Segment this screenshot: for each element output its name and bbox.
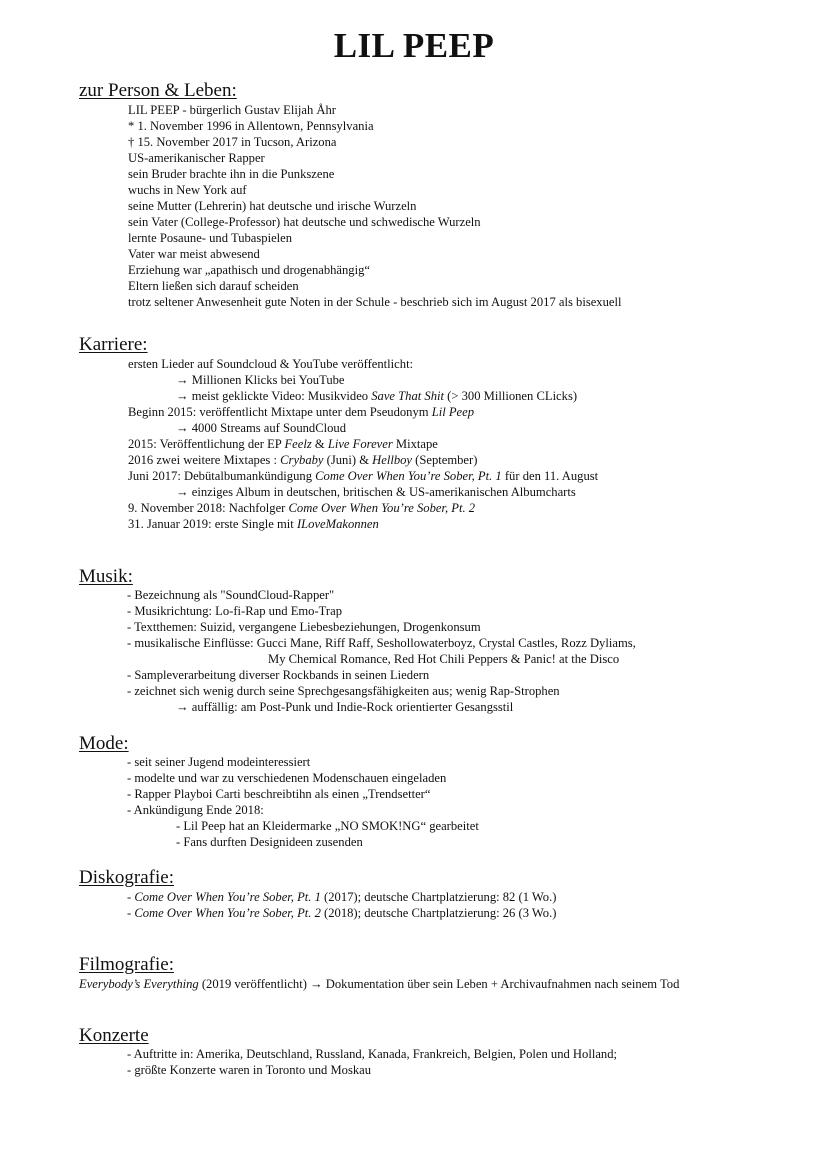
person-line: wuchs in New York auf (128, 183, 247, 197)
career-line: Beginn 2015: veröffentlicht Mixtape unter dem Pseudonym Lil Peep (128, 405, 475, 419)
section-heading-discography: Diskografie: (79, 867, 174, 888)
person-line: sein Bruder brachte ihn in die Punkszene (128, 167, 335, 181)
section-heading-music: Musik: (79, 566, 133, 587)
discography-list (0, 889, 828, 921)
fashion-line: - Fans durften Designideen zusenden (176, 835, 363, 849)
career-line: Juni 2017: Debütalbumankündigung Come Over When You’re Sober, Pt. 1 für den 11. August (128, 469, 599, 483)
concerts-line: - Auftritte in: Amerika, Deutschland, Russland, Kanada, Frankreich, Belgien, Polen und Holland; (127, 1047, 618, 1061)
career-line: → Millionen Klicks bei YouTube (176, 373, 345, 387)
discography-item: - Come Over When You’re Sober, Pt. 2 (2018); deutsche Chartplatzierung: 26 (3 Wo.) (127, 906, 557, 920)
music-line: → auffällig: am Post-Punk und Indie-Rock orientierter Gesangsstil (176, 700, 514, 714)
fashion-line: - seit seiner Jugend modeinteressiert (127, 755, 311, 769)
music-line: - Bezeichnung als "SoundCloud-Rapper" (127, 588, 335, 602)
career-line: → 4000 Streams auf SoundCloud (176, 421, 347, 435)
career-line: 2015: Veröffentlichung der EP Feelz & Live Forever Mixtape (128, 437, 438, 451)
section-heading-career: Karriere: (79, 334, 148, 355)
fashion-line: - modelte und war zu verschiedenen Modenschauen eingeladen (127, 771, 447, 785)
person-line: Eltern ließen sich darauf scheiden (128, 279, 299, 293)
music-line: - Musikrichtung: Lo-fi-Rap und Emo-Trap (127, 604, 343, 618)
section-heading-filmography: Filmografie: (79, 954, 174, 975)
section-heading-fashion: Mode: (79, 733, 129, 754)
section-heading-concerts: Konzerte (79, 1025, 149, 1046)
music-line: - musikalische Einflüsse: Gucci Mane, Riff Raff, Seshollowaterboyz, Crystal Castles, Rozz Dyliams, (127, 636, 636, 650)
discography-item: - Come Over When You’re Sober, Pt. 1 (2017); deutsche Chartplatzierung: 82 (1 Wo.) (127, 890, 557, 904)
person-line: trotz seltener Anwesenheit gute Noten in der Schule - beschrieb sich im August 2017 als bisexuell (128, 295, 622, 309)
fashion-list (0, 754, 828, 850)
music-line: - Sampleverarbeitung diverser Rockbands in seinen Liedern (127, 668, 430, 682)
career-line: 9. November 2018: Nachfolger Come Over When You’re Sober, Pt. 2 (128, 501, 476, 515)
person-line: seine Mutter (Lehrerin) hat deutsche und irische Wurzeln (128, 199, 417, 213)
career-line: → einziges Album in deutschen, britischen & US-amerikanischen Albumcharts (176, 485, 576, 499)
filmography-list (0, 976, 828, 992)
fashion-line: - Rapper Playboi Carti beschreibtihn als einen „Trendsetter“ (127, 787, 431, 801)
person-line: sein Vater (College-Professor) hat deutsche und schwedische Wurzeln (128, 215, 481, 229)
document-title: LIL PEEP (333, 26, 495, 65)
person-line: † 15. November 2017 in Tucson, Arizona (128, 135, 337, 149)
career-line: 31. Januar 2019: erste Single mit ILoveMakonnen (128, 517, 379, 531)
concerts-line: - größte Konzerte waren in Toronto und Moskau (127, 1063, 372, 1077)
person-line: LIL PEEP - bürgerlich Gustav Elijah Åhr (128, 103, 336, 117)
career-line: ersten Lieder auf Soundcloud & YouTube veröffentlicht: (128, 357, 414, 371)
section-heading-person: zur Person & Leben: (79, 80, 237, 101)
fashion-line: - Ankündigung Ende 2018: (127, 803, 264, 817)
music-list (0, 587, 828, 715)
concerts-list (0, 1046, 828, 1078)
person-list (0, 102, 828, 310)
person-line: * 1. November 1996 in Allentown, Pennsylvania (128, 119, 374, 133)
career-line: → meist geklickte Video: Musikvideo Save That Shit (> 300 Millionen CLicks) (176, 389, 578, 403)
music-line: My Chemical Romance, Red Hot Chili Peppers & Panic! at the Disco (268, 652, 620, 666)
fashion-line: - Lil Peep hat an Kleidermarke „NO SMOK!NG“ gearbeitet (176, 819, 479, 833)
career-list (0, 356, 828, 532)
music-line: - Textthemen: Suizid, vergangene Liebesbeziehungen, Drogenkonsum (127, 620, 481, 634)
person-line: lernte Posaune- und Tubaspielen (128, 231, 293, 245)
person-line: US-amerikanischer Rapper (128, 151, 265, 165)
filmography-item: Everybody’s Everything (2019 veröffentlicht) → Dokumentation über sein Leben + Archivaufnahmen nach seinem Tod (79, 977, 680, 991)
person-line: Erziehung war „apathisch und drogenabhängig“ (128, 263, 370, 277)
career-line: 2016 zwei weitere Mixtapes : Crybaby (Juni) & Hellboy (September) (128, 453, 478, 467)
person-line: Vater war meist abwesend (128, 247, 260, 261)
music-line: - zeichnet sich wenig durch seine Sprechgesangsfähigkeiten aus; wenig Rap-Strophen (127, 684, 560, 698)
